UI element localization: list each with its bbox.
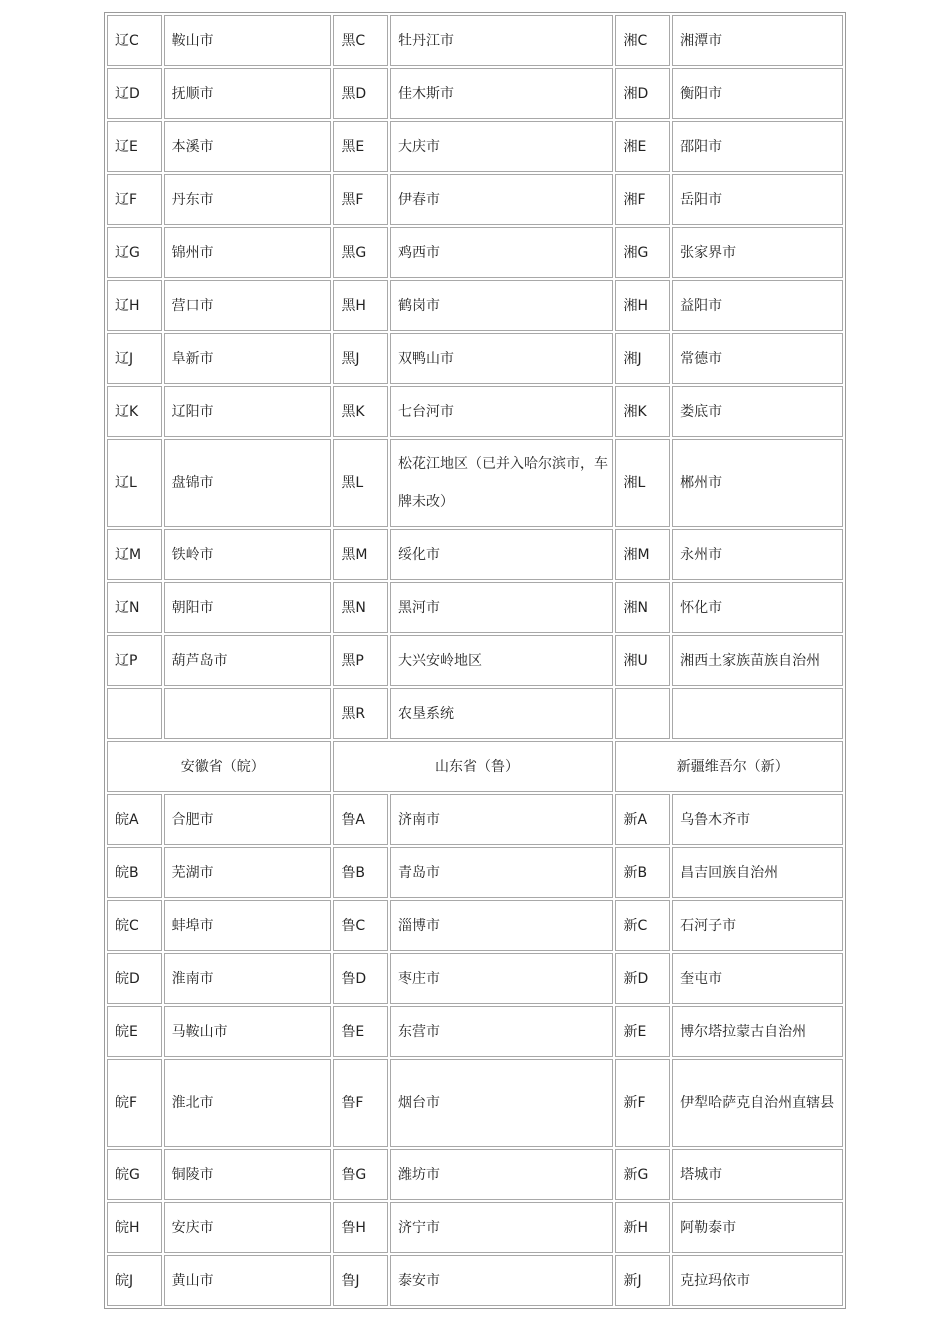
province-code: 黑E	[333, 121, 388, 172]
province-code: 鲁C	[333, 900, 388, 951]
province-code: 辽H	[107, 280, 162, 331]
province-code: 黑H	[333, 280, 388, 331]
province-code: 新C	[615, 900, 670, 951]
city-name: 淮北市	[164, 1059, 332, 1147]
city-name: 青岛市	[390, 847, 613, 898]
province-code: 湘C	[615, 15, 670, 66]
province-code: 鲁H	[333, 1202, 388, 1253]
province-code: 辽E	[107, 121, 162, 172]
province-header: 安徽省（皖）	[107, 741, 331, 792]
table-row	[107, 953, 843, 1004]
city-name: 铜陵市	[164, 1149, 332, 1200]
province-code: 辽J	[107, 333, 162, 384]
city-name: 黄山市	[164, 1255, 332, 1306]
city-name: 铁岭市	[164, 529, 332, 580]
province-code: 新B	[615, 847, 670, 898]
city-name: 芜湖市	[164, 847, 332, 898]
city-name: 郴州市	[672, 439, 843, 527]
city-name: 奎屯市	[672, 953, 843, 1004]
province-code: 黑F	[333, 174, 388, 225]
province-code	[615, 688, 670, 739]
province-code: 皖B	[107, 847, 162, 898]
province-code: 皖E	[107, 1006, 162, 1057]
table-row	[107, 333, 843, 384]
table-row	[107, 529, 843, 580]
province-code: 新H	[615, 1202, 670, 1253]
city-name: 合肥市	[164, 794, 332, 845]
province-code: 新J	[615, 1255, 670, 1306]
city-name: 淄博市	[390, 900, 613, 951]
province-code: 辽L	[107, 439, 162, 527]
city-name: 锦州市	[164, 227, 332, 278]
city-name: 伊犁哈萨克自治州直辖县	[672, 1059, 843, 1147]
province-code: 辽C	[107, 15, 162, 66]
province-code: 湘H	[615, 280, 670, 331]
province-code: 湘M	[615, 529, 670, 580]
table-row	[107, 1059, 843, 1147]
province-code: 新D	[615, 953, 670, 1004]
table-row	[107, 121, 843, 172]
city-name: 克拉玛依市	[672, 1255, 843, 1306]
city-name: 济宁市	[390, 1202, 613, 1253]
city-name: 辽阳市	[164, 386, 332, 437]
table-row	[107, 688, 843, 739]
province-code: 辽G	[107, 227, 162, 278]
province-code: 鲁G	[333, 1149, 388, 1200]
city-name: 娄底市	[672, 386, 843, 437]
city-name: 绥化市	[390, 529, 613, 580]
province-code: 鲁B	[333, 847, 388, 898]
table-row	[107, 280, 843, 331]
city-name: 益阳市	[672, 280, 843, 331]
city-name: 丹东市	[164, 174, 332, 225]
province-code: 湘F	[615, 174, 670, 225]
province-code: 辽N	[107, 582, 162, 633]
province-code: 鲁D	[333, 953, 388, 1004]
province-code: 鲁E	[333, 1006, 388, 1057]
province-code: 皖F	[107, 1059, 162, 1147]
table-row	[107, 15, 843, 66]
table-row	[107, 1202, 843, 1253]
province-header-row	[107, 741, 843, 792]
province-code: 鲁J	[333, 1255, 388, 1306]
province-code: 鲁A	[333, 794, 388, 845]
city-name: 湘潭市	[672, 15, 843, 66]
table-row	[107, 68, 843, 119]
province-code: 辽M	[107, 529, 162, 580]
table-row	[107, 847, 843, 898]
city-name: 潍坊市	[390, 1149, 613, 1200]
province-code: 新A	[615, 794, 670, 845]
province-code: 黑L	[333, 439, 388, 527]
province-code: 鲁F	[333, 1059, 388, 1147]
city-name: 抚顺市	[164, 68, 332, 119]
city-name: 大庆市	[390, 121, 613, 172]
province-code: 皖C	[107, 900, 162, 951]
table-row	[107, 439, 843, 527]
city-name: 盘锦市	[164, 439, 332, 527]
province-code: 皖D	[107, 953, 162, 1004]
city-name: 葫芦岛市	[164, 635, 332, 686]
city-name: 大兴安岭地区	[390, 635, 613, 686]
table-row	[107, 1006, 843, 1057]
province-code: 辽K	[107, 386, 162, 437]
city-name: 济南市	[390, 794, 613, 845]
city-name: 佳木斯市	[390, 68, 613, 119]
city-name: 安庆市	[164, 1202, 332, 1253]
city-name: 岳阳市	[672, 174, 843, 225]
province-code: 黑N	[333, 582, 388, 633]
city-name	[672, 688, 843, 739]
province-code: 黑M	[333, 529, 388, 580]
city-name: 张家界市	[672, 227, 843, 278]
province-code: 辽F	[107, 174, 162, 225]
province-header: 新疆维吾尔（新）	[615, 741, 843, 792]
province-code: 湘K	[615, 386, 670, 437]
province-code: 皖H	[107, 1202, 162, 1253]
province-code: 湘N	[615, 582, 670, 633]
city-name: 塔城市	[672, 1149, 843, 1200]
province-code: 新G	[615, 1149, 670, 1200]
city-name: 朝阳市	[164, 582, 332, 633]
province-code: 皖J	[107, 1255, 162, 1306]
city-name: 营口市	[164, 280, 332, 331]
table-row	[107, 635, 843, 686]
city-name: 阿勒泰市	[672, 1202, 843, 1253]
table-row	[107, 582, 843, 633]
city-name: 烟台市	[390, 1059, 613, 1147]
city-name: 七台河市	[390, 386, 613, 437]
city-name: 双鸭山市	[390, 333, 613, 384]
province-code: 黑R	[333, 688, 388, 739]
table-row	[107, 174, 843, 225]
city-name: 黑河市	[390, 582, 613, 633]
province-code: 黑D	[333, 68, 388, 119]
city-name: 湘西土家族苗族自治州	[672, 635, 843, 686]
province-code: 湘J	[615, 333, 670, 384]
city-name: 淮南市	[164, 953, 332, 1004]
city-name	[164, 688, 332, 739]
city-name: 鸡西市	[390, 227, 613, 278]
province-code: 新F	[615, 1059, 670, 1147]
city-name: 阜新市	[164, 333, 332, 384]
city-name: 枣庄市	[390, 953, 613, 1004]
city-name: 石河子市	[672, 900, 843, 951]
province-code	[107, 688, 162, 739]
city-name: 昌吉回族自治州	[672, 847, 843, 898]
province-code: 湘E	[615, 121, 670, 172]
province-code: 黑C	[333, 15, 388, 66]
province-header: 山东省（鲁）	[333, 741, 613, 792]
province-code: 皖A	[107, 794, 162, 845]
province-code: 湘L	[615, 439, 670, 527]
province-code: 湘U	[615, 635, 670, 686]
province-code: 皖G	[107, 1149, 162, 1200]
province-code: 黑G	[333, 227, 388, 278]
city-name: 马鞍山市	[164, 1006, 332, 1057]
city-name: 永州市	[672, 529, 843, 580]
city-name: 鹤岗市	[390, 280, 613, 331]
city-name: 邵阳市	[672, 121, 843, 172]
province-code: 黑K	[333, 386, 388, 437]
table-row	[107, 1149, 843, 1200]
license-plate-table	[104, 12, 846, 1309]
province-code: 黑P	[333, 635, 388, 686]
province-code: 黑J	[333, 333, 388, 384]
table-row	[107, 1255, 843, 1306]
table-row	[107, 794, 843, 845]
city-name: 东营市	[390, 1006, 613, 1057]
province-code: 辽D	[107, 68, 162, 119]
province-code: 新E	[615, 1006, 670, 1057]
city-name: 本溪市	[164, 121, 332, 172]
city-name: 伊春市	[390, 174, 613, 225]
province-code: 辽P	[107, 635, 162, 686]
plate-table-body	[107, 15, 843, 1306]
city-name: 牡丹江市	[390, 15, 613, 66]
city-name: 鞍山市	[164, 15, 332, 66]
city-name: 泰安市	[390, 1255, 613, 1306]
city-name: 乌鲁木齐市	[672, 794, 843, 845]
province-code: 湘G	[615, 227, 670, 278]
table-row	[107, 227, 843, 278]
city-name: 农垦系统	[390, 688, 613, 739]
city-name: 怀化市	[672, 582, 843, 633]
city-name: 松花江地区（已并入哈尔滨市，车牌未改）	[390, 439, 613, 527]
city-name: 常德市	[672, 333, 843, 384]
city-name: 蚌埠市	[164, 900, 332, 951]
province-code: 湘D	[615, 68, 670, 119]
table-row	[107, 386, 843, 437]
table-row	[107, 900, 843, 951]
city-name: 衡阳市	[672, 68, 843, 119]
city-name: 博尔塔拉蒙古自治州	[672, 1006, 843, 1057]
